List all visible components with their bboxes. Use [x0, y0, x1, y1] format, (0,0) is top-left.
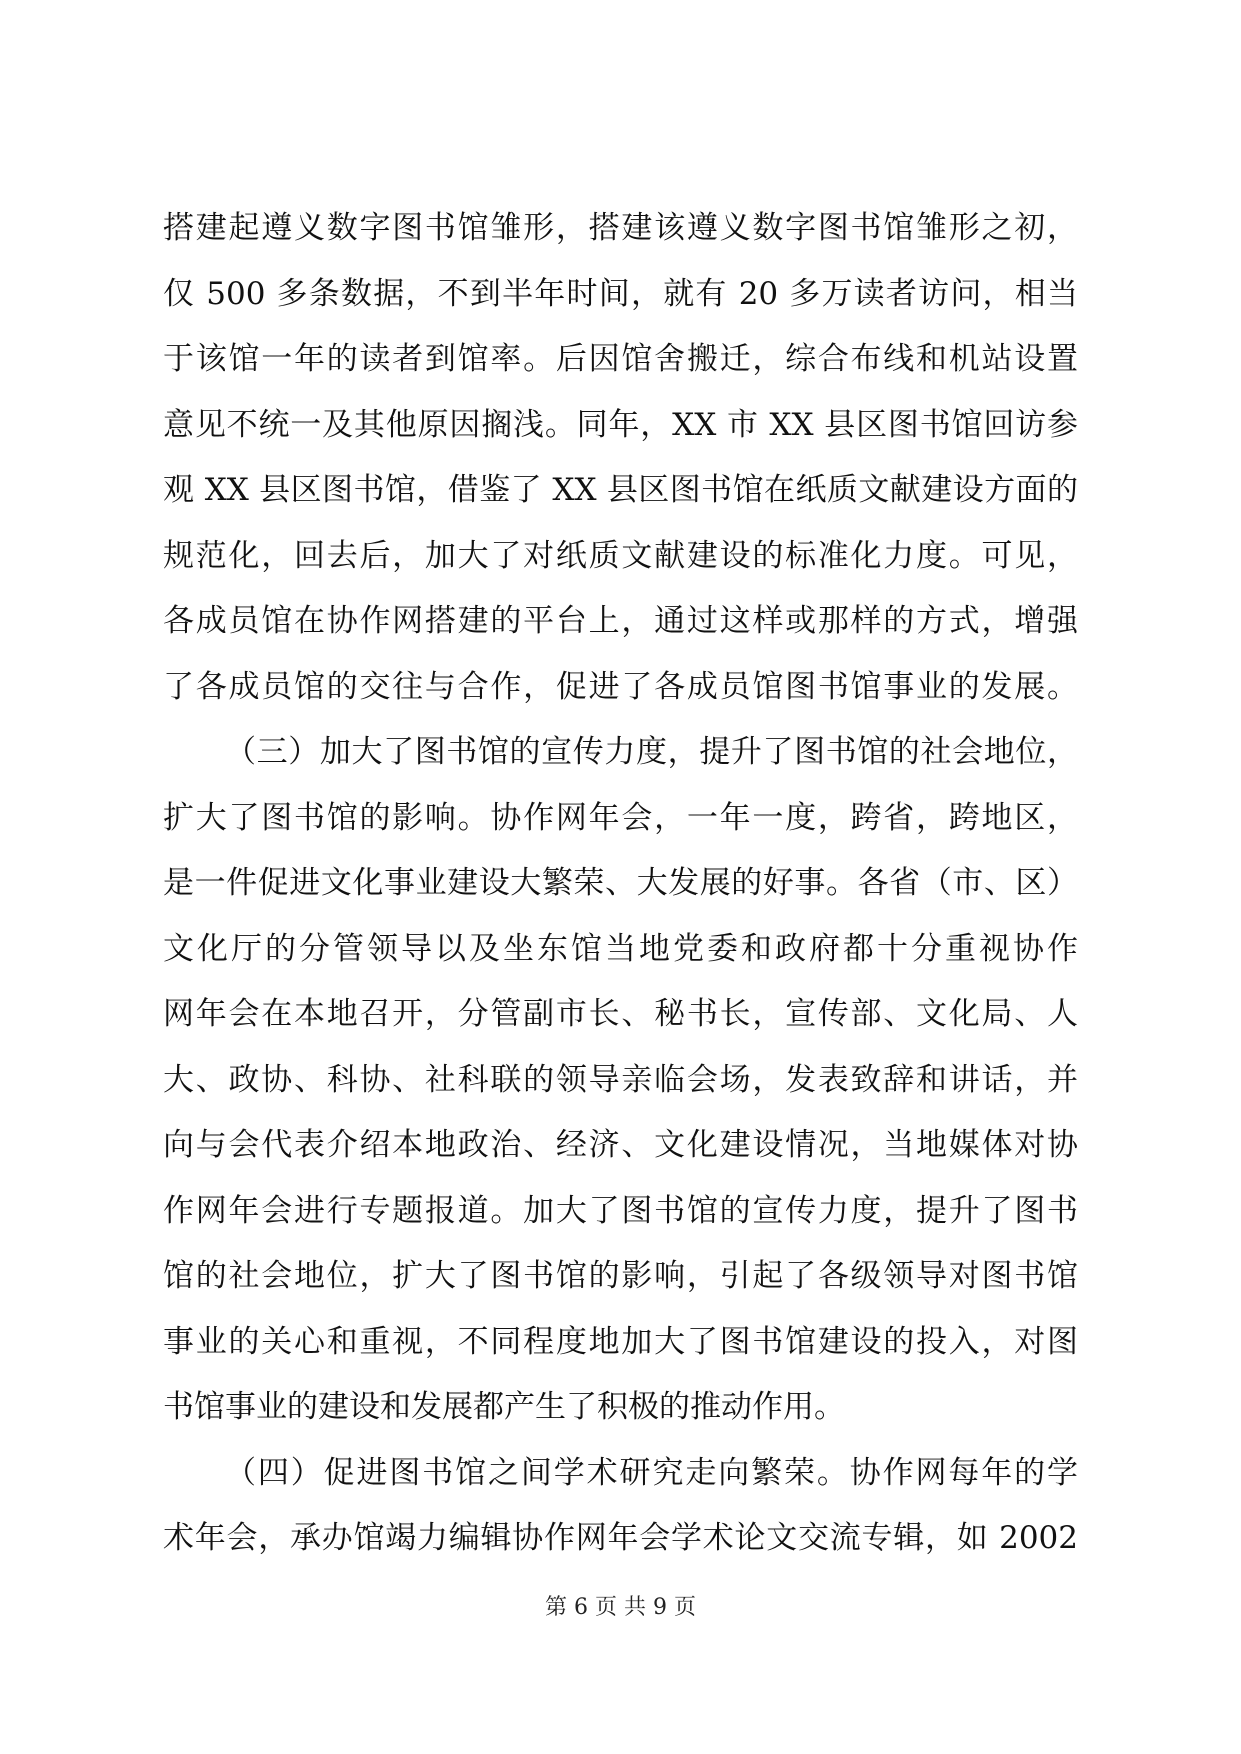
text-line: 大、政协、科协、社科联的领导亲临会场，发表致辞和讲话，并: [163, 1061, 1078, 1098]
text-line: 扩大了图书馆的影响。协作网年会，一年一度，跨省，跨地区，: [163, 799, 1078, 836]
text-line: 馆的社会地位，扩大了图书馆的影响，引起了各级领导对图书馆: [163, 1258, 1078, 1294]
text-line: 仅 500 多条数据，不到半年时间，就有 20 多万读者访问，相当: [163, 275, 1078, 312]
text-line: 规范化，回去后，加大了对纸质文献建设的标准化力度。可见，: [163, 537, 1078, 574]
text-line: 作网年会进行专题报道。加大了图书馆的宣传力度，提升了图书: [163, 1192, 1078, 1229]
text-line: 了各成员馆的交往与合作，促进了各成员馆图书馆事业的发展。: [163, 668, 1078, 705]
text-line: 意见不统一及其他原因搁浅。同年，XX 市 XX 县区图书馆回访参: [163, 406, 1078, 443]
text-line: 是一件促进文化事业建设大繁荣、大发展的好事。各省（市、区）: [163, 865, 1078, 901]
text-line: 于该馆一年的读者到馆率。后因馆舍搬迁，综合布线和机站设置: [163, 341, 1078, 377]
text-line: 向与会代表介绍本地政治、经济、文化建设情况，当地媒体对协: [163, 1127, 1078, 1163]
text-line: 事业的关心和重视，不同程度地加大了图书馆建设的投入，对图: [163, 1323, 1078, 1360]
paragraph-heading-4: （四）促进图书馆之间学术研究走向繁荣。协作网每年的学: [225, 1454, 1078, 1491]
text-line: 文化厅的分管领导以及坐东馆当地党委和政府都十分重视协作: [163, 930, 1078, 967]
text-line: 观 XX 县区图书馆，借鉴了 XX 县区图书馆在纸质文献建设方面的: [163, 472, 1078, 508]
document-body: [163, 196, 1078, 1572]
text-line: 网年会在本地召开，分管副市长、秘书长，宣传部、文化局、人: [163, 996, 1078, 1032]
text-line: 搭建起遵义数字图书馆雏形，搭建该遵义数字图书馆雏形之初，: [163, 210, 1078, 246]
text-line: 术年会，承办馆竭力编辑协作网年会学术论文交流专辑，如 2002: [163, 1520, 1078, 1556]
page-number-footer: 第 6 页 共 9 页: [545, 1595, 696, 1620]
text-line: 书馆事业的建设和发展都产生了积极的推动作用。: [163, 1389, 845, 1425]
text-line: 各成员馆在协作网搭建的平台上，通过这样或那样的方式，增强: [163, 603, 1078, 639]
paragraph-heading-3: （三）加大了图书馆的宣传力度，提升了图书馆的社会地位，: [225, 734, 1078, 770]
